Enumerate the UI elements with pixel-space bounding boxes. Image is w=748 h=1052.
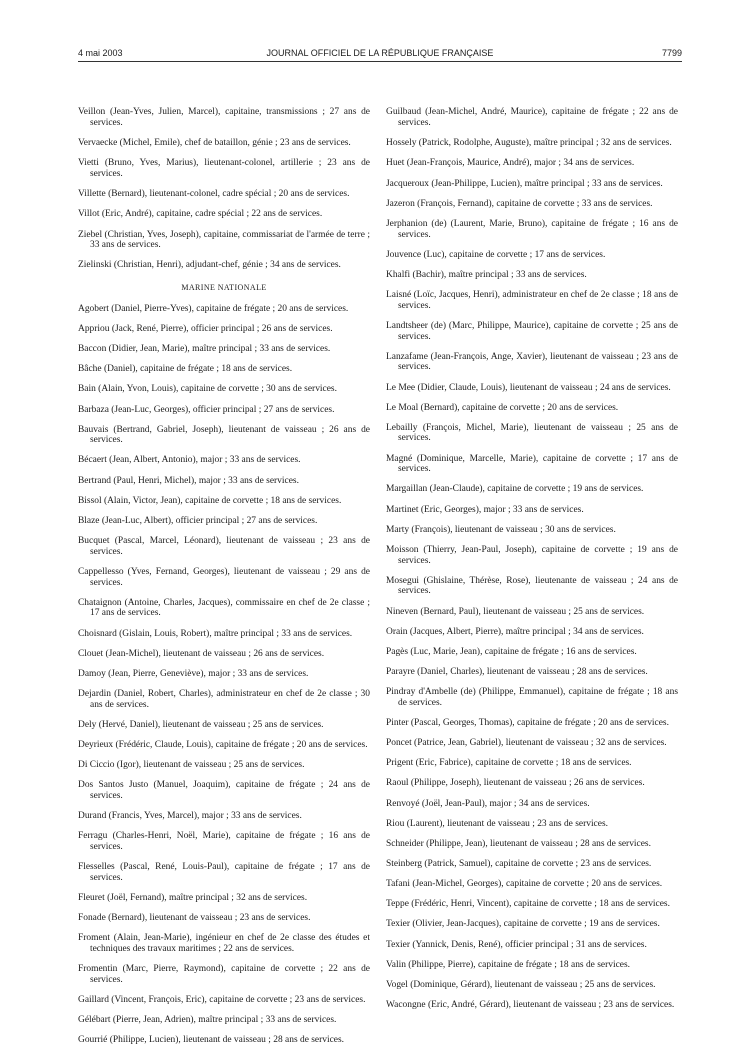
list-entry: Le Mee (Didier, Claude, Louis), lieutenant de vaisseau ; 24 ans de services.	[386, 382, 671, 393]
list-entry: Bâche (Daniel), capitaine de frégate ; 18 ans de services.	[78, 364, 293, 375]
list-entry: Margaillan (Jean-Claude), capitaine de corvette ; 19 ans de services.	[386, 484, 644, 495]
list-entry: Appriou (Jack, René, Pierre), officier principal ; 26 ans de services.	[78, 323, 333, 334]
list-entry: Orain (Jacques, Albert, Pierre), maître principal ; 34 ans de services.	[386, 626, 644, 637]
right-column	[386, 98, 678, 1017]
list-entry: Martinet (Eric, Georges), major ; 33 ans de services.	[386, 504, 584, 515]
list-entry: Nineven (Bernard, Paul), lieutenant de vaisseau ; 25 ans de services.	[386, 606, 645, 617]
list-entry: Fromentin (Marc, Pierre, Raymond), capitaine de corvette ; 22 ans de services.	[78, 964, 370, 985]
left-column	[78, 98, 370, 1052]
list-entry: Vervaecke (Michel, Emile), chef de bataillon, génie ; 23 ans de services.	[78, 138, 351, 149]
list-entry: Di Ciccio (Igor), lieutenant de vaisseau ; 25 ans de services.	[78, 760, 305, 771]
list-entry: Moisson (Thierry, Jean-Paul, Joseph), capitaine de corvette ; 19 ans de services.	[386, 544, 678, 566]
list-entry: Texier (Yannick, Denis, René), officier principal ; 31 ans de services.	[386, 939, 647, 950]
list-entry: Bauvais (Bertrand, Gabriel, Joseph), lieutenant de vaisseau ; 26 ans de services.	[78, 424, 370, 446]
list-entry: Huet (Jean-François, Maurice, André), major ; 34 ans de services.	[386, 158, 635, 169]
header-title: JOURNAL OFFICIEL DE LA RÉPUBLIQUE FRANÇAISE	[266, 48, 494, 58]
list-entry: Schneider (Philippe, Jean), lieutenant de vaisseau ; 28 ans de services.	[386, 838, 651, 849]
section-heading: MARINE NATIONALE	[181, 283, 267, 293]
list-entry: Froment (Alain, Jean-Marie), ingénieur en chef de 2e classe des études et techniques des travaux maritimes ; 22 ans de services.	[78, 933, 370, 954]
list-entry: Dely (Hervé, Daniel), lieutenant de vaisseau ; 25 ans de services.	[78, 719, 324, 730]
left-top-list	[78, 107, 370, 271]
list-entry: Renvoyé (Joël, Jean-Paul), major ; 34 ans de services.	[386, 798, 590, 809]
list-entry: Pinter (Pascal, Georges, Thomas), capitaine de frégate ; 20 ans de services.	[386, 717, 669, 728]
list-entry: Marty (François), lieutenant de vaisseau ; 30 ans de services.	[386, 524, 616, 535]
list-entry: Khalfi (Bachir), maître principal ; 33 ans de services.	[386, 269, 587, 280]
list-entry: Valin (Philippe, Pierre), capitaine de frégate ; 18 ans de services.	[386, 959, 630, 970]
list-entry: Zielinski (Christian, Henri), adjudant-chef, génie ; 34 ans de services.	[78, 260, 341, 271]
list-entry: Gourrié (Philippe, Lucien), lieutenant de vaisseau ; 28 ans de services.	[78, 1035, 345, 1046]
list-entry: Bain (Alain, Yvon, Louis), capitaine de corvette ; 30 ans de services.	[78, 384, 337, 395]
header-rule	[78, 61, 682, 62]
list-entry: Magné (Dominique, Marcelle, Marie), capitaine de corvette ; 17 ans de services.	[386, 453, 678, 475]
list-entry: Villette (Bernard), lieutenant-colonel, cadre spécial ; 20 ans de services.	[78, 189, 350, 200]
list-entry: Clouet (Jean-Michel), lieutenant de vaisseau ; 26 ans de services.	[78, 648, 325, 659]
list-entry: Texier (Olivier, Jean-Jacques), capitaine de corvette ; 19 ans de services.	[386, 919, 660, 930]
list-entry: Ziebel (Christian, Yves, Joseph), capitaine, commissariat de l'armée de terre ; 33 ans de services.	[78, 229, 370, 251]
list-entry: Parayre (Daniel, Charles), lieutenant de vaisseau ; 28 ans de services.	[386, 667, 648, 677]
list-entry: Jacqueroux (Jean-Philippe, Lucien), maître principal ; 33 ans de services.	[386, 178, 663, 189]
list-entry: Jerphanion (de) (Laurent, Marie, Bruno), capitaine de frégate ; 16 ans de services.	[386, 218, 678, 240]
list-entry: Dos Santos Justo (Manuel, Joaquim), capitaine de frégate ; 24 ans de services.	[78, 780, 370, 801]
list-entry: Fleuret (Joël, Fernand), maître principal ; 32 ans de services.	[78, 892, 308, 903]
list-entry: Tafani (Jean-Michel, Georges), capitaine de corvette ; 20 ans de services.	[386, 879, 663, 890]
list-entry: Poncet (Patrice, Jean, Gabriel), lieutenant de vaisseau ; 32 ans de services.	[386, 738, 667, 749]
list-entry: Blaze (Jean-Luc, Albert), officier principal ; 27 ans de services.	[78, 515, 318, 526]
list-entry: Dejardin (Daniel, Robert, Charles), administrateur en chef de 2e classe ; 30 ans de services.	[78, 689, 370, 710]
list-entry: Gélébart (Pierre, Jean, Adrien), maître principal ; 33 ans de services.	[78, 1015, 337, 1026]
page-header	[78, 48, 682, 62]
header-page-number: 7799	[661, 48, 682, 58]
list-entry: Lanzafame (Jean-François, Ange, Xavier), lieutenant de vaisseau ; 23 ans de services.	[386, 351, 678, 373]
list-entry: Mosegui (Ghislaine, Thérèse, Rose), lieutenante de vaisseau ; 24 ans de services.	[386, 575, 678, 597]
list-entry: Bucquet (Pascal, Marcel, Léonard), lieutenant de vaisseau ; 23 ans de services.	[78, 536, 370, 557]
right-marine-list	[386, 107, 678, 1010]
list-entry: Flesselles (Pascal, René, Louis-Paul), capitaine de frégate ; 17 ans de services.	[78, 862, 370, 883]
list-entry: Pindray d'Ambelle (de) (Philippe, Emmanuel), capitaine de frégate ; 18 ans de services.	[386, 687, 678, 708]
list-entry: Pagès (Luc, Marie, Jean), capitaine de frégate ; 16 ans de services.	[386, 646, 637, 657]
list-entry: Vietti (Bruno, Yves, Marius), lieutenant-colonel, artillerie ; 23 ans de services.	[78, 158, 370, 180]
list-entry: Bissol (Alain, Victor, Jean), capitaine de corvette ; 18 ans de services.	[78, 495, 342, 506]
list-entry: Fonade (Bernard), lieutenant de vaisseau ; 23 ans de services.	[78, 913, 311, 924]
list-entry: Guilbaud (Jean-Michel, André, Maurice), capitaine de frégate ; 22 ans de services.	[386, 107, 678, 129]
list-entry: Bertrand (Paul, Henri, Michel), major ; 33 ans de services.	[78, 475, 299, 486]
list-entry: Lebailly (François, Michel, Marie), lieutenant de vaisseau ; 25 ans de services.	[386, 422, 678, 444]
list-entry: Durand (Francis, Yves, Marcel), major ; 33 ans de services.	[78, 811, 302, 822]
list-entry: Bécaert (Jean, Albert, Antonio), major ; 33 ans de services.	[78, 455, 301, 466]
list-entry: Teppe (Frédéric, Henri, Vincent), capitaine de corvette ; 18 ans de services.	[386, 899, 670, 910]
list-entry: Vogel (Dominique, Gérard), lieutenant de vaisseau ; 25 ans de services.	[386, 979, 656, 990]
list-entry: Raoul (Philippe, Joseph), lieutenant de vaisseau ; 26 ans de services.	[386, 778, 645, 789]
list-entry: Riou (Laurent), lieutenant de vaisseau ; 23 ans de services.	[386, 818, 608, 829]
list-entry: Hossely (Patrick, Rodolphe, Auguste), maître principal ; 32 ans de services.	[386, 138, 672, 149]
list-entry: Baccon (Didier, Jean, Marie), maître principal ; 33 ans de services.	[78, 344, 331, 355]
list-entry: Veillon (Jean-Yves, Julien, Marcel), capitaine, transmissions ; 27 ans de services.	[78, 107, 370, 129]
list-entry: Choisnard (Gislain, Louis, Robert), maître principal ; 33 ans de services.	[78, 628, 353, 639]
list-entry: Villot (Eric, André), capitaine, cadre spécial ; 22 ans de services.	[78, 209, 323, 220]
list-entry: Cappellesso (Yves, Fernand, Georges), lieutenant de vaisseau ; 29 ans de services.	[78, 566, 370, 588]
header-date: 4 mai 2003	[78, 48, 123, 58]
list-entry: Laisné (Loïc, Jacques, Henri), administrateur en chef de 2e classe ; 18 ans de services.	[386, 289, 678, 311]
list-entry: Damoy (Jean, Pierre, Geneviève), major ; 33 ans de services.	[78, 668, 309, 679]
list-entry: Agobert (Daniel, Pierre-Yves), capitaine de frégate ; 20 ans de services.	[78, 303, 349, 314]
left-marine-list	[78, 304, 370, 1046]
list-entry: Jouvence (Luc), capitaine de corvette ; 17 ans de services.	[386, 249, 606, 260]
list-entry: Landtsheer (de) (Marc, Philippe, Maurice), capitaine de corvette ; 25 ans de services.	[386, 320, 678, 342]
list-entry: Ferragu (Charles-Henri, Noël, Marie), capitaine de frégate ; 16 ans de services.	[78, 831, 370, 852]
list-entry: Jazeron (François, Fernand), capitaine de corvette ; 33 ans de services.	[386, 198, 653, 209]
list-entry: Steinberg (Patrick, Samuel), capitaine de corvette ; 23 ans de services.	[386, 858, 652, 869]
list-entry: Chataignon (Antoine, Charles, Jacques), commissaire en chef de 2e classe ; 17 ans de services.	[78, 597, 370, 619]
list-entry: Deyrieux (Frédéric, Claude, Louis), capitaine de frégate ; 20 ans de services.	[78, 739, 368, 750]
list-entry: Wacongne (Eric, André, Gérard), lieutenant de vaisseau ; 23 ans de services.	[386, 999, 675, 1010]
list-entry: Prigent (Eric, Fabrice), capitaine de corvette ; 18 ans de services.	[386, 758, 632, 769]
list-entry: Barbaza (Jean-Luc, Georges), officier principal ; 27 ans de services.	[78, 404, 335, 415]
list-entry: Le Moal (Bernard), capitaine de corvette ; 20 ans de services.	[386, 402, 619, 413]
list-entry: Gaillard (Vincent, François, Eric), capitaine de corvette ; 23 ans de services.	[78, 994, 366, 1005]
